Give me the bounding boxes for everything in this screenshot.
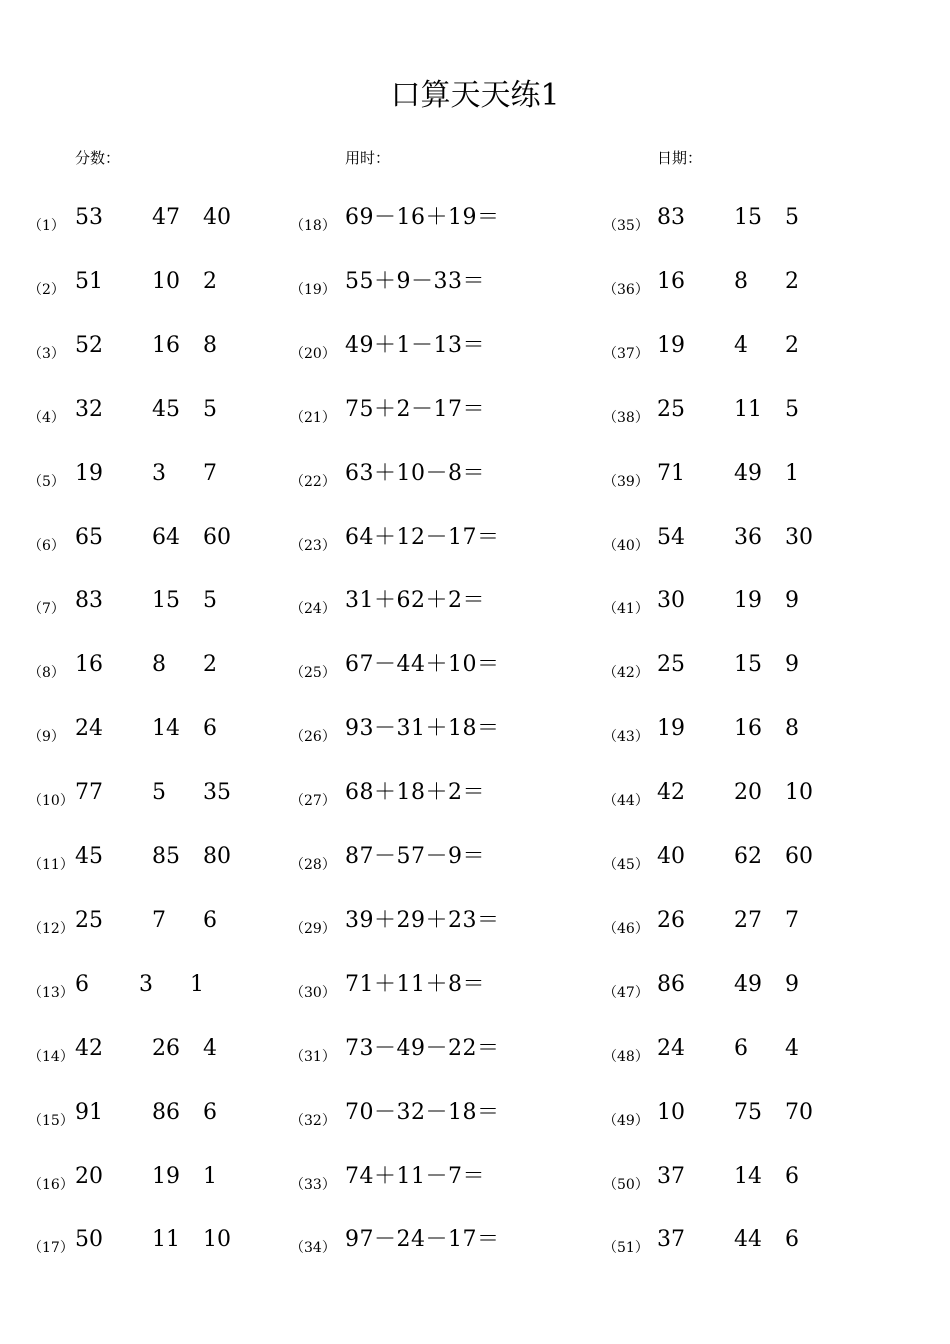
problem-number: （26） — [290, 729, 336, 746]
problem-number: （23） — [290, 537, 336, 554]
third-number: 60 — [785, 844, 813, 869]
first-number: 16 — [75, 652, 103, 678]
date-label: 日期： — [657, 149, 703, 167]
problem-number: （27） — [290, 793, 336, 810]
first-number: 37 — [657, 1227, 685, 1253]
arithmetic-expression: 63＋10－8＝ — [345, 460, 485, 486]
first-number: 42 — [75, 1035, 103, 1061]
second-number: 27 — [734, 907, 762, 933]
problem-number: （3） — [28, 345, 65, 362]
second-number: 86 — [152, 1099, 180, 1125]
first-number: 25 — [657, 396, 685, 422]
page-title: 口算天天练1 — [390, 78, 560, 113]
problem-number: （35） — [603, 218, 649, 234]
first-number: 45 — [75, 844, 103, 869]
arithmetic-expression: 70－32－18＝ — [345, 1099, 500, 1125]
problem-number: （24） — [290, 601, 336, 618]
third-number: 5 — [785, 396, 799, 422]
third-number: 40 — [203, 205, 231, 230]
third-number: 4 — [785, 1035, 799, 1061]
third-number: 9 — [785, 652, 799, 678]
second-number: 44 — [734, 1227, 762, 1253]
first-number: 86 — [657, 971, 685, 997]
third-number: 10 — [203, 1227, 231, 1253]
arithmetic-expression: 68＋18＋2＝ — [345, 780, 485, 806]
problem-number: （8） — [28, 665, 65, 682]
second-number: 85 — [152, 844, 180, 869]
third-number: 1 — [190, 971, 204, 997]
third-number: 80 — [203, 844, 231, 869]
problem-number: （14） — [28, 1048, 74, 1065]
problem-number: （45） — [603, 857, 649, 873]
problem-number: （11） — [28, 857, 74, 873]
second-number: 26 — [152, 1035, 180, 1061]
third-number: 6 — [203, 907, 217, 933]
problem-number: （33） — [290, 1176, 336, 1193]
second-number: 11 — [152, 1227, 180, 1253]
problem-number: （42） — [603, 665, 649, 682]
problem-number: （50） — [603, 1176, 649, 1193]
arithmetic-expression: 73－49－22＝ — [345, 1035, 500, 1061]
third-number: 8 — [203, 332, 217, 358]
second-number: 6 — [734, 1035, 748, 1061]
second-number: 62 — [734, 844, 762, 869]
second-number: 45 — [152, 396, 180, 422]
second-number: 20 — [734, 780, 762, 806]
second-number: 36 — [734, 524, 762, 550]
third-number: 2 — [785, 268, 799, 294]
problem-number: （43） — [603, 729, 649, 746]
first-number: 19 — [75, 460, 103, 486]
problem-number: （5） — [28, 473, 65, 490]
problem-number: （47） — [603, 984, 649, 1001]
second-number: 15 — [734, 652, 762, 678]
first-number: 19 — [657, 716, 685, 742]
problem-number: （6） — [28, 537, 65, 554]
problem-number: （15） — [28, 1112, 74, 1129]
arithmetic-expression: 31＋62＋2＝ — [345, 588, 485, 614]
problem-number: （7） — [28, 601, 65, 618]
problem-number: （32） — [290, 1112, 336, 1129]
second-number: 49 — [734, 971, 762, 997]
problem-number: （18） — [290, 218, 336, 234]
third-number: 2 — [203, 268, 217, 294]
problem-number: （49） — [603, 1112, 649, 1129]
problem-number: （10） — [28, 793, 74, 810]
third-number: 30 — [785, 524, 813, 550]
time-label: 用时： — [345, 149, 391, 167]
second-number: 8 — [734, 268, 748, 294]
arithmetic-expression: 75＋2－17＝ — [345, 396, 485, 422]
problem-number: （2） — [28, 281, 65, 298]
first-number: 10 — [657, 1099, 685, 1125]
problem-number: （44） — [603, 793, 649, 810]
problem-number: （51） — [603, 1240, 649, 1257]
second-number: 16 — [734, 716, 762, 742]
third-number: 9 — [785, 971, 799, 997]
third-number: 5 — [203, 588, 217, 614]
second-number: 15 — [152, 588, 180, 614]
first-number: 65 — [75, 524, 103, 550]
problem-number: （4） — [28, 409, 65, 426]
third-number: 1 — [785, 460, 799, 486]
third-number: 2 — [203, 652, 217, 678]
problem-number: （29） — [290, 920, 336, 937]
first-number: 54 — [657, 524, 685, 550]
arithmetic-expression: 71＋11＋8＝ — [345, 971, 485, 997]
first-number: 77 — [75, 780, 103, 806]
third-number: 10 — [785, 780, 813, 806]
second-number: 4 — [734, 332, 748, 358]
first-number: 16 — [657, 268, 685, 294]
problem-number: （25） — [290, 665, 336, 682]
third-number: 9 — [785, 588, 799, 614]
first-number: 71 — [657, 460, 685, 486]
problem-number: （30） — [290, 984, 336, 1001]
third-number: 8 — [785, 716, 799, 742]
third-number: 6 — [785, 1163, 799, 1189]
second-number: 8 — [152, 652, 166, 678]
arithmetic-expression: 39＋29＋23＝ — [345, 907, 500, 933]
problem-number: （20） — [290, 345, 336, 362]
first-number: 42 — [657, 780, 685, 806]
second-number: 11 — [734, 396, 762, 422]
second-number: 75 — [734, 1099, 762, 1125]
first-number: 24 — [657, 1035, 685, 1061]
problem-number: （36） — [603, 281, 649, 298]
problem-number: （41） — [603, 601, 649, 618]
arithmetic-expression: 87－57－9＝ — [345, 844, 485, 869]
first-number: 40 — [657, 844, 685, 869]
third-number: 2 — [785, 332, 799, 358]
problem-number: （37） — [603, 345, 649, 362]
third-number: 7 — [785, 907, 799, 933]
arithmetic-expression: 67－44＋10＝ — [345, 652, 500, 678]
first-number: 83 — [657, 205, 685, 230]
first-number: 53 — [75, 205, 103, 230]
first-number: 30 — [657, 588, 685, 614]
third-number: 70 — [785, 1099, 813, 1125]
second-number: 14 — [734, 1163, 762, 1189]
problem-number: （9） — [28, 729, 65, 746]
third-number: 5 — [203, 396, 217, 422]
third-number: 6 — [203, 716, 217, 742]
second-number: 10 — [152, 268, 180, 294]
problem-number: （19） — [290, 281, 336, 298]
second-number: 49 — [734, 460, 762, 486]
arithmetic-expression: 49＋1－13＝ — [345, 332, 485, 358]
first-number: 83 — [75, 588, 103, 614]
first-number: 25 — [75, 907, 103, 933]
problem-number: （21） — [290, 409, 336, 426]
second-number: 19 — [734, 588, 762, 614]
first-number: 52 — [75, 332, 103, 358]
second-number: 7 — [152, 907, 166, 933]
problem-number: （46） — [603, 920, 649, 937]
arithmetic-expression: 97－24－17＝ — [345, 1227, 500, 1253]
problem-number: （1） — [28, 218, 65, 234]
third-number: 1 — [203, 1163, 217, 1189]
second-number: 3 — [139, 971, 153, 997]
second-number: 19 — [152, 1163, 180, 1189]
first-number: 50 — [75, 1227, 103, 1253]
first-number: 51 — [75, 268, 103, 294]
problem-number: （22） — [290, 473, 336, 490]
third-number: 6 — [203, 1099, 217, 1125]
second-number: 16 — [152, 332, 180, 358]
third-number: 6 — [785, 1227, 799, 1253]
third-number: 60 — [203, 524, 231, 550]
problem-number: （40） — [603, 537, 649, 554]
problem-number: （12） — [28, 920, 74, 937]
problem-number: （16） — [28, 1176, 74, 1193]
problem-number: （17） — [28, 1240, 74, 1257]
first-number: 26 — [657, 907, 685, 933]
problem-number: （13） — [28, 984, 74, 1001]
first-number: 91 — [75, 1099, 103, 1125]
arithmetic-expression: 74＋11－7＝ — [345, 1163, 485, 1189]
arithmetic-expression: 64＋12－17＝ — [345, 524, 500, 550]
second-number: 64 — [152, 524, 180, 550]
first-number: 6 — [75, 971, 89, 997]
second-number: 14 — [152, 716, 180, 742]
third-number: 5 — [785, 205, 799, 230]
second-number: 47 — [152, 205, 180, 230]
arithmetic-expression: 55＋9－33＝ — [345, 268, 485, 294]
arithmetic-expression: 93－31＋18＝ — [345, 716, 500, 742]
first-number: 32 — [75, 396, 103, 422]
problem-number: （31） — [290, 1048, 336, 1065]
problem-number: （39） — [603, 473, 649, 490]
third-number: 7 — [203, 460, 217, 486]
first-number: 25 — [657, 652, 685, 678]
second-number: 15 — [734, 205, 762, 230]
third-number: 35 — [203, 780, 231, 806]
third-number: 4 — [203, 1035, 217, 1061]
second-number: 5 — [152, 780, 166, 806]
first-number: 24 — [75, 716, 103, 742]
problem-number: （48） — [603, 1048, 649, 1065]
first-number: 19 — [657, 332, 685, 358]
second-number: 3 — [152, 460, 166, 486]
problem-number: （28） — [290, 857, 336, 873]
first-number: 20 — [75, 1163, 103, 1189]
problem-number: （38） — [603, 409, 649, 426]
score-label: 分数： — [75, 149, 121, 167]
problem-number: （34） — [290, 1240, 336, 1257]
arithmetic-expression: 69－16＋19＝ — [345, 205, 500, 230]
first-number: 37 — [657, 1163, 685, 1189]
